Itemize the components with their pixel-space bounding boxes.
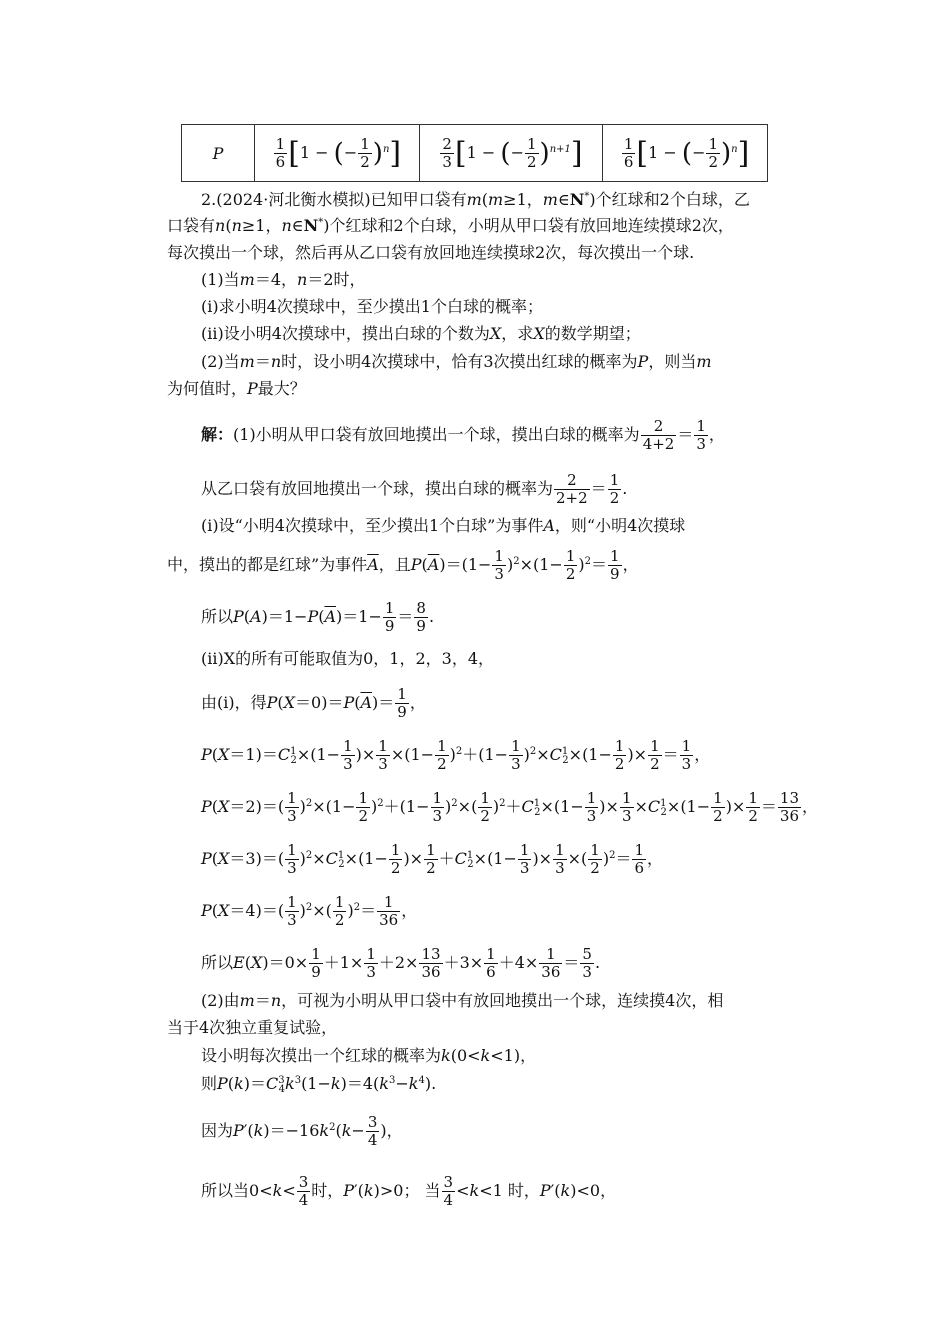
solution-part2-line-4: 则$P(k)=C^3_4k^3(1-k)=4(k^3-k^4)$. [201,1074,437,1095]
solution-part2-line-5: 因为$P'(k)=-16k^2(k-$ $\frac{3}{4}$ )， [201,1113,403,1149]
probability-table [181,124,768,182]
question-1: (1)当m＝4，n＝2时， [201,270,366,289]
question-1-i: (i)求小明4次摸球中，至少摸出1个白球的概率； [201,297,543,316]
formula-px4: P(X＝4)＝( $\frac{1}{3}$ )$^2$×( $\frac{1}{2}$ )$^2$＝ $\frac{1}{36}$ ， [201,893,418,929]
solution-line-2: 从乙口袋有放回地摸出一个球，摸出白球的概率为 $\frac{2}{2+2}$ ＝ $\frac{1}{2}$ . [201,471,628,507]
table-cell: $\frac{2}{3}$ [1 − (− $\frac{1}{2}$ )$^{n+1}$] [419,125,602,182]
solution-part2-line-6: 所以当0<k< $\frac{3}{4}$ 时，P′(k)>0； 当 $\frac{3}{4}$ <k<1 时，P′(k)<0， [201,1173,617,1209]
solution-part2-line-1: (2)由m＝n，可视为小明从甲口袋中有放回地摸出一个球，连续摸4次，相 [201,991,724,1010]
problem-line-2: 口袋有n(n≥1，n∈N*)个红球和2个白球，小明从甲口袋有放回地连续摸球2次， [167,216,734,235]
problem-line-1: 2.(2024·河北衡水模拟)已知甲口袋有m(m≥1，m∈N*)个红球和2个白球，乙 [201,190,750,209]
problem-line-3: 每次摸出一个球，然后再从乙口袋有放回地连续摸球2次，每次摸出一个球. [167,243,695,262]
table-row-label: P [182,125,255,182]
solution-part2-line-2: 当于4次独立重复试验， [167,1018,338,1037]
solution-line-1: 解：(1)小明从甲口袋有放回地摸出一个球，摸出白球的概率为 $\frac{2}{4+2}$ ＝ $\frac{1}{3}$ ， [201,417,725,453]
table-cell: $\frac{1}{6}$ [1 − (− $\frac{1}{2}$ )$^n$] [603,125,768,182]
formula-px2: P(X＝2)＝( $\frac{1}{3}$ )$^2$×(1− $\frac{1}{2}$ )$^2$＋(1− $\frac{1}{3}$ )$^2$×( $\frac{1}{2}$ )$^2+C^1_2\times(1-$ $\frac{1}{3}$ )× $\frac{1}{3}$ $\times C^1_2\times(1-$ $\frac{1}{2}$ )× $\frac{1}{2}$ ＝ $\frac{13}{36}$ ， [201,789,819,825]
formula-px3: P(X＝3)＝( $\frac{1}{3}$ )$^2\times C^1_2\times(1-$ $\frac{1}{2}$ )× $\frac{1}{2}$ $+C^1_2\times(1-$ $\frac{1}{3}$ )× $\frac{1}{3}$ ×( $\frac{1}{2}$ )$^2$＝ $\frac{1}{6}$ ， [201,841,664,877]
solution-line-3: (i)设“小明4次摸球中，至少摸出1个白球”为事件A，则“小明4次摸球 [201,516,686,535]
solution-line-7: 由(i)，得$P(X=0)=P(\overline{A})=$ $\frac{1}{9}$ ， [201,685,426,721]
table-cell: $\frac{1}{6}$ [1 − (− $\frac{1}{2}$ )$^n$] [255,125,420,182]
solution-line-6: (ii)X的所有可能取值为0，1，2，3，4， [201,649,495,668]
formula-expectation: 所以E(X)＝0× $\frac{1}{9}$ ＋1× $\frac{1}{3}$ ＋2× $\frac{13}{36}$ ＋3× $\frac{1}{6}$ ＋4× $\frac{1}{36}$ ＝ $\frac{5}{3}$ . [201,945,601,981]
solution-line-4: 中，摸出的都是红球”为事件$\overline{A}$，且$P(\overline{A})=(1-$ $\frac{1}{3}$ )$^2$×(1− $\frac{1}{2}$ )$^2$＝ $\frac{1}{9}$ ， [167,547,639,583]
solution-line-5: 所以$P(A)=1-P(\overline{A})=1-$ $\frac{1}{9}$ ＝ $\frac{8}{9}$ . [201,599,435,635]
formula-px1: $P(X=1)=C^1_2\times(1-$ $\frac{1}{3}$ )× $\frac{1}{3}$ ×(1− $\frac{1}{2}$ )$^2$＋(1− $\frac{1}{3}$ )$^2\times C^1_2\times(1-$ $\frac{1}{2}$ )× $\frac{1}{2}$ ＝ $\frac{1}{3}$ ， [201,737,711,773]
question-2: (2)当m＝n时，设小明4次摸球中，恰有3次摸出红球的概率为P，则当m [201,352,712,371]
table-row [182,125,768,182]
question-2-cont: 为何值时，P最大？ [167,379,306,398]
question-1-ii: (ii)设小明4次摸球中，摸出白球的个数为X，求X的数学期望； [201,324,641,343]
solution-part2-line-3: 设小明每次摸出一个红球的概率为k(0<k<1)， [201,1046,537,1065]
